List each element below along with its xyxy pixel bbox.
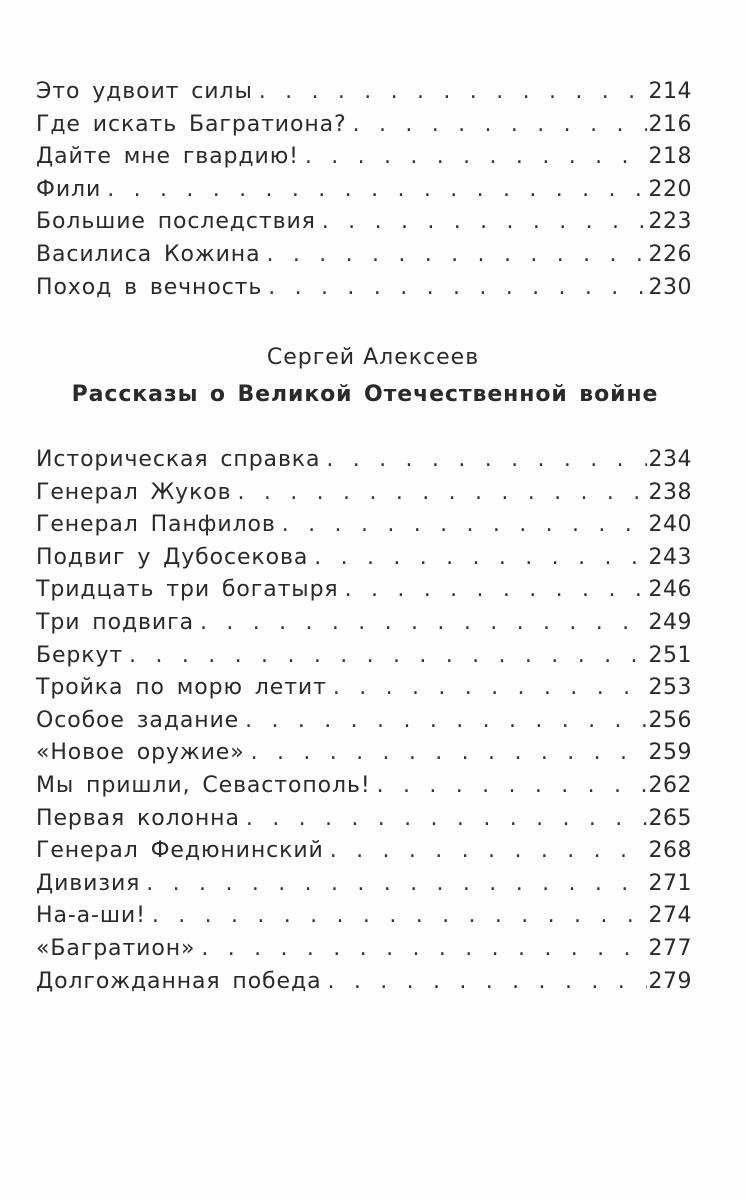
toc-entry-page-number: 218 — [648, 144, 692, 170]
toc-entry-page-number: 220 — [648, 176, 692, 202]
toc-entry-page-number: 240 — [648, 512, 692, 538]
toc-entry-title: Историческая справка — [36, 447, 321, 472]
toc-entry-page-number: 216 — [648, 111, 692, 137]
toc-entry-title: Подвиг у Дубосекова — [36, 544, 309, 570]
toc-entry-page-number: 249 — [648, 609, 692, 635]
toc-entry-title: Поход в вечность — [36, 274, 263, 300]
toc-entry — [36, 239, 692, 272]
toc-entry-page-number: 256 — [648, 707, 692, 733]
toc-entry-title: Три подвига — [36, 609, 194, 635]
toc-entry — [36, 640, 692, 673]
toc-entry-title: Где искать Багратиона? — [36, 111, 347, 137]
toc-entry — [36, 141, 692, 174]
toc-entry — [36, 174, 692, 207]
toc-entry-title: Тридцать три богатыря — [36, 577, 339, 603]
toc-entry — [36, 444, 692, 477]
toc-dot-leader — [259, 76, 647, 109]
toc-entry — [36, 835, 692, 868]
toc-entry — [36, 705, 692, 738]
toc-entry-page-number: 226 — [648, 241, 692, 267]
toc-entry-title: Первая колонна — [36, 805, 240, 831]
toc-entry-title: Генерал Панфилов — [36, 512, 276, 538]
toc-entry — [36, 672, 692, 705]
toc-entry — [36, 933, 692, 966]
toc-entry-title: Долгожданная победа — [36, 968, 322, 994]
toc-entry-title: Мы пришли, Севастополь! — [36, 772, 371, 798]
toc-list-top — [36, 76, 692, 304]
toc-dot-leader — [238, 477, 647, 510]
toc-entry — [36, 509, 692, 542]
toc-entry-page-number: 274 — [648, 903, 692, 929]
toc-entry-page-number: 268 — [648, 838, 692, 864]
toc-entry-title: «Багратион» — [36, 935, 196, 961]
toc-entry-page-number: 223 — [648, 209, 692, 235]
toc-entry-title: Дайте мне гвардию! — [36, 144, 299, 170]
toc-entry-title: На-а-ши! — [36, 903, 146, 929]
toc-list-bottom — [36, 444, 692, 998]
toc-entry — [36, 206, 692, 239]
toc-dot-leader — [322, 206, 647, 239]
toc-entry-page-number: 279 — [648, 968, 692, 994]
toc-entry — [36, 607, 692, 640]
toc-dot-leader — [353, 109, 647, 142]
toc-dot-leader — [268, 272, 646, 305]
toc-entry-page-number: 214 — [648, 79, 692, 104]
toc-entry-title: Беркут — [36, 642, 124, 668]
toc-entry — [36, 477, 692, 510]
toc-entry-title: Генерал Федюнинский — [36, 838, 324, 864]
toc-entry-title: Василиса Кожина — [36, 241, 261, 267]
toc-entry-page-number: 243 — [648, 544, 692, 570]
toc-entry-title: Генерал Жуков — [36, 479, 232, 505]
toc-entry — [36, 272, 692, 305]
toc-dot-leader — [377, 770, 647, 803]
toc-dot-leader — [245, 705, 646, 738]
toc-entry-title: Это удвоит силы — [36, 79, 253, 104]
toc-entry-title: Дивизия — [36, 870, 141, 896]
toc-entry-title: Тройка по морю летит — [36, 675, 327, 701]
toc-dot-leader — [200, 607, 647, 640]
toc-dot-leader — [327, 966, 646, 999]
toc-dot-leader — [345, 574, 647, 607]
toc-dot-leader — [330, 835, 647, 868]
toc-entry-page-number: 277 — [648, 935, 692, 961]
toc-entry — [36, 770, 692, 803]
section-author: Сергей Алексеев — [266, 345, 480, 370]
toc-entry — [36, 737, 692, 770]
toc-entry-page-number: 259 — [648, 740, 692, 766]
toc-entry-page-number: 265 — [648, 805, 692, 831]
toc-dot-leader — [266, 239, 646, 272]
toc-dot-leader — [152, 900, 647, 933]
toc-entry — [36, 109, 692, 142]
toc-entry-page-number: 253 — [648, 675, 692, 701]
toc-entry-page-number: 230 — [648, 274, 692, 300]
toc-entry-page-number: 251 — [648, 642, 692, 668]
toc-entry — [36, 900, 692, 933]
toc-entry — [36, 542, 692, 575]
toc-dot-leader — [129, 640, 646, 673]
toc-dot-leader — [251, 737, 647, 770]
toc-dot-leader — [146, 868, 646, 901]
toc-entry-title: Особое задание — [36, 707, 240, 733]
toc-dot-leader — [326, 444, 646, 477]
toc-entry-page-number: 246 — [648, 577, 692, 603]
toc-entry — [36, 966, 692, 999]
toc-dot-leader — [314, 542, 646, 575]
toc-dot-leader — [246, 803, 647, 836]
toc-entry-title: Фили — [36, 176, 102, 202]
toc-entry — [36, 868, 692, 901]
toc-entry-page-number: 238 — [648, 479, 692, 505]
toc-entry — [36, 574, 692, 607]
toc-dot-leader — [107, 174, 646, 207]
toc-entry-page-number: 271 — [648, 870, 692, 896]
toc-entry-page-number: 262 — [648, 772, 692, 798]
toc-entry-title: «Новое оружие» — [36, 740, 245, 766]
toc-dot-leader — [305, 141, 647, 174]
toc-entry-title: Большие последствия — [36, 209, 316, 235]
section-title: Рассказы о Великой Отечественной войне — [71, 382, 659, 407]
toc-entry-page-number: 234 — [648, 447, 692, 472]
toc-entry — [36, 803, 692, 836]
toc-dot-leader — [201, 933, 646, 966]
toc-dot-leader — [282, 509, 647, 542]
toc-dot-leader — [333, 672, 647, 705]
toc-entry — [36, 76, 692, 109]
